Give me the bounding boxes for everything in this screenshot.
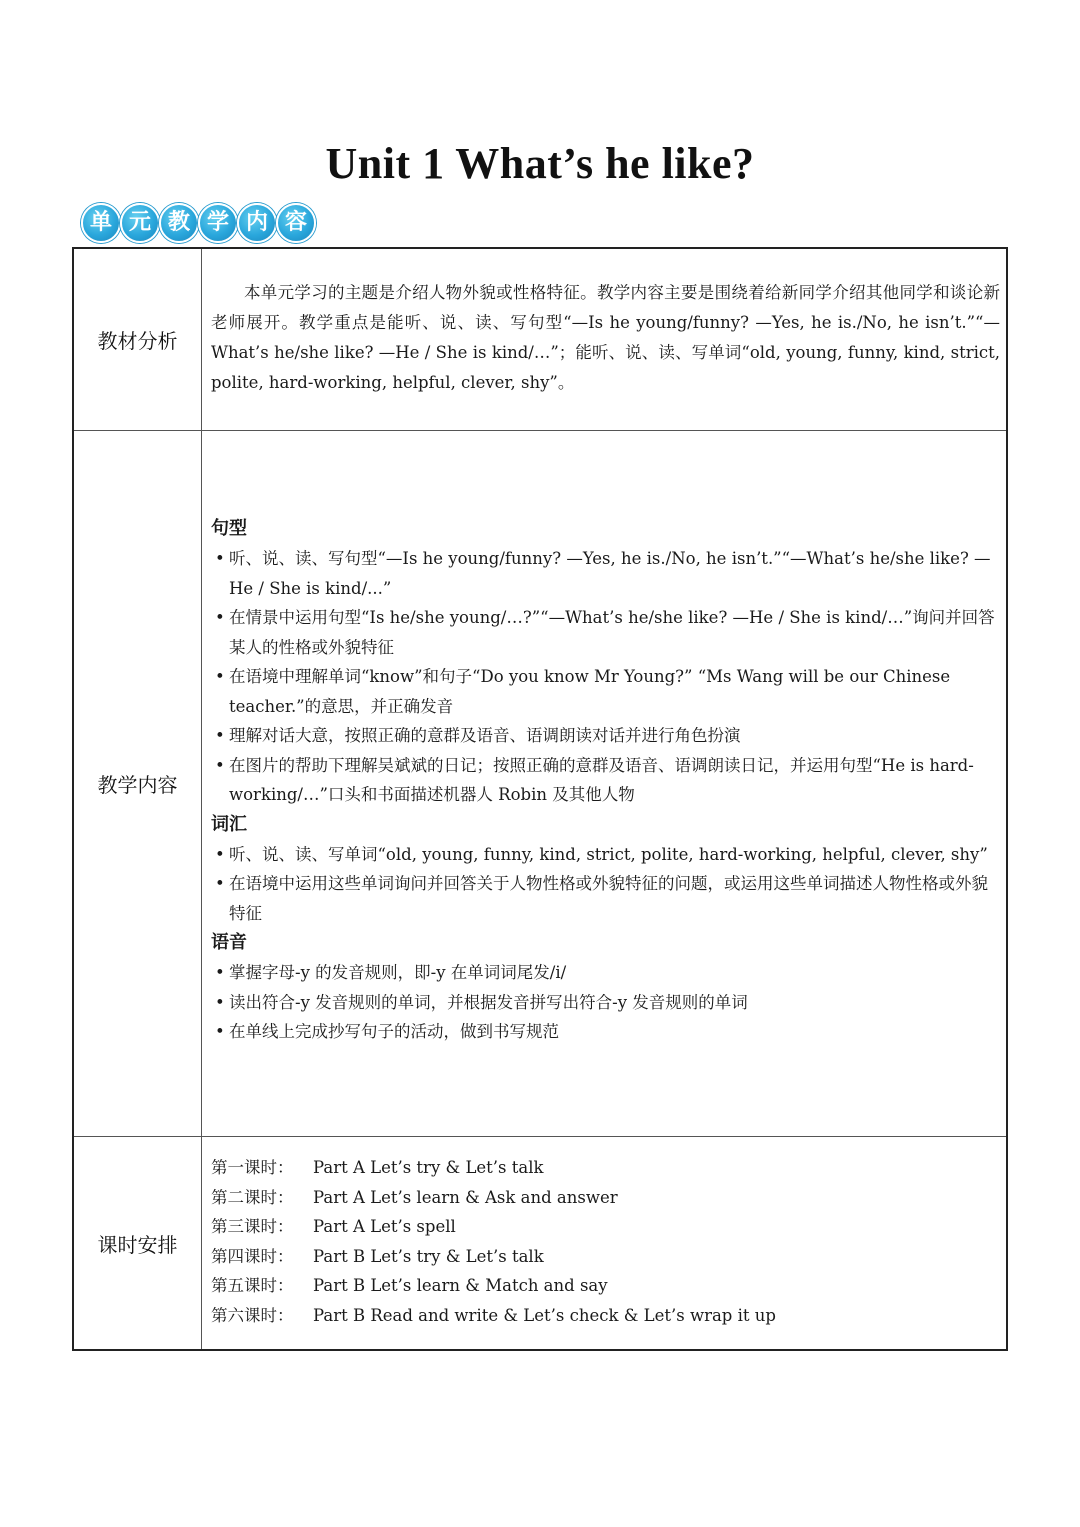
analysis-label: 教材分析 xyxy=(74,249,202,430)
schedule-item: 第三课时： Part A Let’s spell xyxy=(211,1217,456,1237)
section-heading-vocabulary: 词汇 xyxy=(211,813,247,835)
schedule-item: 第五课时： Part B Let’s learn & Match and say xyxy=(211,1276,608,1296)
analysis-text: 本单元学习的主题是介绍人物外貌或性格特征。教学内容主要是围绕着给新同学介绍其他同学和谈论新老师展开。教学重点是能听、说、读、写句型“—Is he young/funny? —Yes, he is./No, he isn’t.”“—What’s he/she like? —He / She is kind/…”；能听、说、读、写单词“old, young, funny, kind, strict, polite, hard-working, helpful, clever, shy”。 xyxy=(211,283,1000,392)
badge-char: 单 xyxy=(81,203,121,243)
page-title: Unit 1 What’s he like? xyxy=(325,139,755,188)
section-heading-phonics: 语音 xyxy=(211,932,247,953)
list-item: • 掌握字母-y 的发音规则，即-y 在单词词尾发/i/ xyxy=(215,963,567,982)
schedule-item: 第二课时： Part A Let’s learn & Ask and answer xyxy=(211,1187,618,1207)
content-row xyxy=(74,431,1006,1137)
schedule-item: 第一课时： Part A Let’s try & Let’s talk xyxy=(211,1158,544,1177)
schedule-row xyxy=(74,1137,1006,1349)
analysis-cell xyxy=(202,249,1006,430)
badge-char: 内 xyxy=(237,203,277,243)
list-item: • 听、说、读、写单词“old, young, funny, kind, strict, polite, hard-working, helpful, clever, shy” xyxy=(215,844,988,864)
badge-char: 学 xyxy=(198,203,238,243)
list-item: • 在情景中运用句型“Is he/she young/…?”“—What’s he/she like? —He / She is kind/…”询问并回答某人的性格或外貌特征 xyxy=(215,608,995,657)
analysis-row xyxy=(74,249,1006,431)
badge-char: 容 xyxy=(276,203,316,243)
content-cell xyxy=(202,431,1006,1136)
section-heading-sentences: 句型 xyxy=(211,518,247,539)
list-item: • 读出符合-y 发音规则的单词，并根据发音拼写出符合-y 发音规则的单词 xyxy=(215,992,748,1012)
schedule-item: 第六课时： Part B Read and write & Let’s check & Let’s wrap it up xyxy=(211,1305,776,1325)
badge-char: 元 xyxy=(120,203,160,243)
unit-table xyxy=(72,247,1008,1351)
schedule-item: 第四课时： Part B Let’s try & Let’s talk xyxy=(211,1246,544,1266)
list-item: • 在语境中理解单词“know”和句子“Do you know Mr Young?” “Ms Wang will be our Chinese teacher.”的意思，并正确发音 xyxy=(215,667,951,716)
schedule-cell xyxy=(202,1137,1006,1349)
list-item: • 在单线上完成抄写句子的活动，做到书写规范 xyxy=(215,1022,559,1041)
list-item: • 听、说、读、写句型“—Is he young/funny? —Yes, he is./No, he isn’t.”“—What’s he/she like? —He / She is kind/...” xyxy=(215,549,991,598)
content-label: 教学内容 xyxy=(74,431,202,1136)
schedule-label: 课时安排 xyxy=(74,1137,202,1349)
list-item: • 在语境中运用这些单词询问并回答关于人物性格或外貌特征的问题，或运用这些单词描述人物性格或外貌特征 xyxy=(215,874,988,923)
section-badge xyxy=(82,203,316,241)
badge-char: 教 xyxy=(159,203,199,243)
list-item: • 理解对话大意，按照正确的意群及语音、语调朗读对话并进行角色扮演 xyxy=(215,726,741,745)
list-item: • 在图片的帮助下理解吴斌斌的日记；按照正确的意群及语音、语调朗读日记，并运用句型“He is hard-working/…”口头和书面描述机器人 Robin 及其他人物 xyxy=(215,755,974,804)
